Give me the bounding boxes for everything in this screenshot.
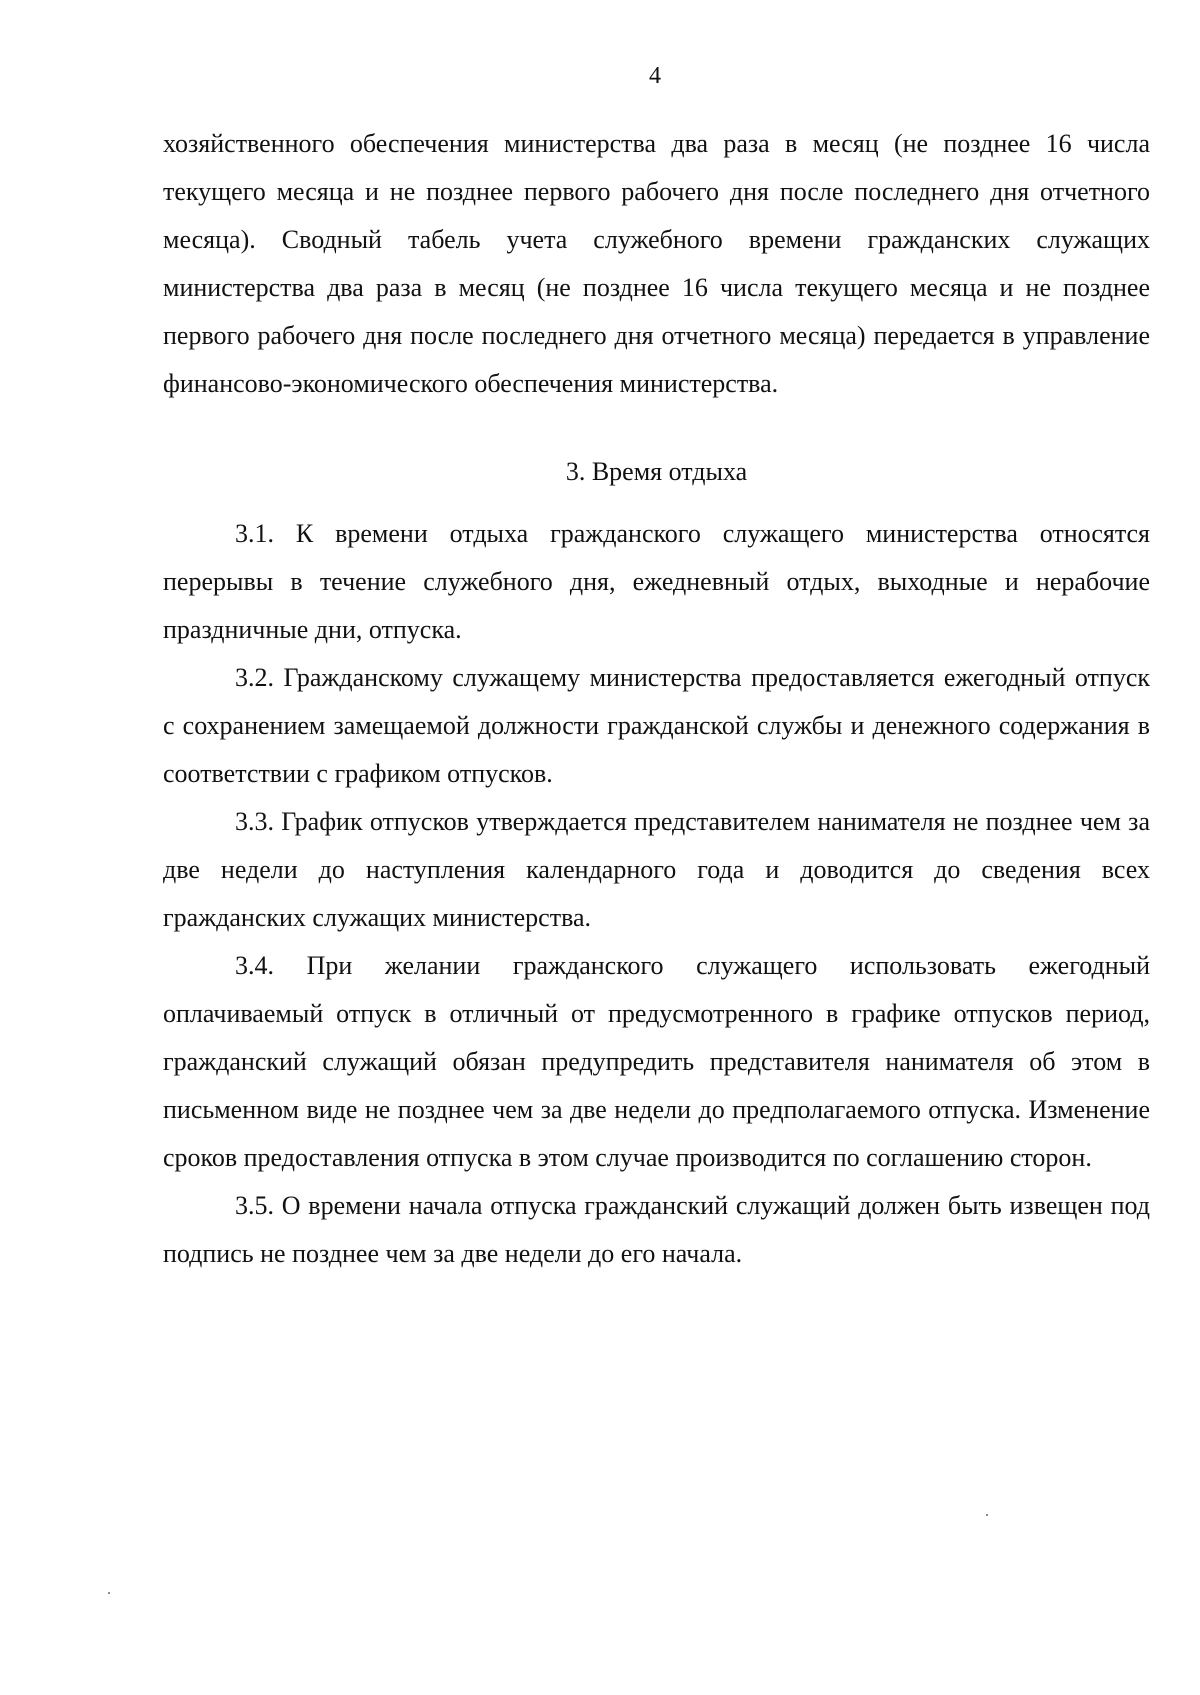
section-item-3-4: 3.4. При желании гражданского служащего использовать ежегодный оплачиваемый отпуск в отличный от предусмотренного в графике отпусков период, гражданский служащий обязан предупредить представителя нанимателя об этом в письменном виде не позднее чем за две недели до предполагаемого отпуска. Изменение сроков предоставления отпуска в этом случае производится по соглашению сторон.: [163, 951, 1150, 1172]
scan-speck: [108, 1592, 110, 1594]
scan-speck: [986, 1514, 988, 1516]
section-item-3-5: 3.5. О времени начала отпуска гражданский служащий должен быть извещен под подпись не позднее чем за две недели до его начала.: [163, 1191, 1150, 1268]
section-item-3-3: 3.3. График отпусков утверждается представителем нанимателя не позднее чем за две недели до наступления календарного года и доводится до сведения всех гражданских служащих министерства.: [163, 807, 1150, 932]
page-number: 4: [649, 63, 661, 89]
section-item-3-1: 3.1. К времени отдыха гражданского служащего министерства относятся перерывы в течение служебного дня, ежедневный отдых, выходные и нерабочие праздничные дни, отпуска.: [163, 519, 1150, 644]
continuation-paragraph: хозяйственного обеспечения министерства два раза в месяц (не позднее 16 числа текущего месяца и не позднее первого рабочего дня после последнего дня отчетного месяца). Сводный табель учета служебного времени гражданских служащих министерства два раза в месяц (не позднее 16 числа текущего месяца и не позднее первого рабочего дня после последнего дня отчетного месяца) передается в управление финансово-экономического обеспечения министерства.: [163, 129, 1150, 398]
section-heading: 3. Время отдыха: [565, 457, 748, 486]
page-content: [163, 120, 1150, 1278]
section-item-3-2: 3.2. Гражданскому служащему министерства предоставляется ежегодный отпуск с сохранением замещаемой должности гражданской службы и денежного содержания в соответствии с графиком отпусков.: [163, 663, 1150, 788]
